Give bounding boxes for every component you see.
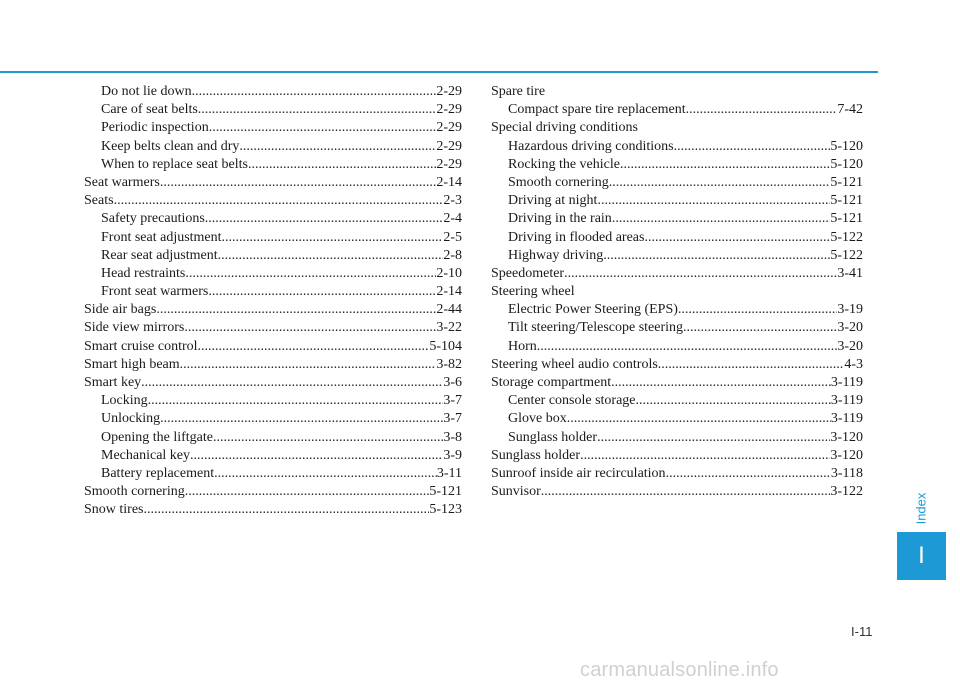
index-entry [84, 483, 462, 501]
entry-label: Highway driving [508, 247, 604, 263]
index-entry [84, 83, 462, 101]
index-entry [491, 356, 863, 374]
index-entry [491, 429, 863, 447]
entry-label: Side view mirrors [84, 320, 185, 336]
dot-leader [160, 410, 443, 428]
entry-label: Battery replacement [101, 465, 215, 481]
index-entry [84, 465, 462, 483]
dot-leader [636, 392, 831, 410]
dot-leader [156, 301, 436, 319]
dot-leader [603, 247, 830, 265]
dot-leader [198, 338, 430, 356]
entry-page: 5-123 [429, 502, 462, 518]
index-entry [491, 156, 863, 174]
index-entry [491, 247, 863, 265]
watermark: carmanualsonline.info [580, 659, 779, 681]
entry-label: Care of seat belts [101, 102, 198, 118]
entry-label: Storage compartment [491, 375, 612, 390]
dot-leader [192, 83, 437, 101]
entry-page: 3-11 [436, 465, 462, 481]
entry-label: Driving in the rain [508, 211, 612, 227]
index-column-left [84, 83, 462, 520]
index-entry [84, 174, 462, 192]
index-entry [84, 210, 462, 228]
dot-leader [239, 138, 436, 156]
index-entry [84, 247, 462, 265]
entry-page: 3-119 [830, 411, 863, 427]
entry-label: Sunroof inside air recirculation [491, 465, 666, 481]
dot-leader [214, 465, 437, 483]
index-entry [491, 447, 863, 465]
entry-label: Rear seat adjustment [101, 247, 218, 263]
entry-page: 5-120 [830, 138, 863, 154]
dot-leader [141, 374, 443, 392]
index-entry [491, 210, 863, 228]
index-section-label: Index [913, 492, 929, 524]
index-entry [84, 338, 462, 356]
index-entry [84, 265, 462, 283]
entry-page: 3-8 [443, 429, 462, 445]
entry-page: 2-29 [436, 84, 462, 99]
index-entry [491, 319, 863, 337]
dot-leader [620, 156, 830, 174]
entry-page: 3-120 [830, 447, 863, 463]
entry-page: 3-119 [830, 393, 863, 409]
index-entry [84, 101, 462, 119]
index-entry [84, 119, 462, 137]
entry-page: 3-120 [830, 429, 863, 445]
entry-page: 2-3 [443, 193, 462, 209]
index-entry [491, 101, 863, 119]
entry-label: Seats [84, 193, 114, 209]
index-column-right [491, 83, 863, 501]
entry-page: 3-7 [443, 393, 462, 409]
index-letter-tab: I [897, 532, 946, 580]
entry-page: 3-20 [837, 320, 863, 336]
dot-leader [678, 301, 837, 319]
dot-leader [658, 356, 845, 374]
entry-page: 3-9 [443, 447, 462, 463]
dot-leader [666, 465, 831, 483]
index-entry [84, 283, 462, 301]
entry-page: 2-29 [436, 138, 462, 154]
dot-leader [537, 338, 838, 356]
index-entry [84, 356, 462, 374]
entry-label: Head restraints [101, 265, 186, 281]
index-entry [84, 392, 462, 410]
index-entry [84, 156, 462, 174]
dot-leader [612, 210, 831, 228]
dot-leader [160, 174, 437, 192]
entry-label: Opening the liftgate [101, 429, 213, 445]
entry-label: Front seat adjustment [101, 229, 222, 245]
entry-page: 7-42 [837, 102, 863, 118]
dot-leader [222, 229, 444, 247]
entry-page: 2-10 [436, 265, 462, 281]
entry-page: 2-14 [436, 174, 462, 190]
entry-label: Steering wheel [491, 284, 575, 300]
entry-label: Steering wheel audio controls [491, 356, 658, 372]
dot-leader [609, 174, 831, 192]
entry-page: 3-7 [443, 411, 462, 427]
dot-leader [205, 210, 444, 228]
index-entry [491, 410, 863, 428]
dot-leader [597, 192, 830, 210]
entry-label: Driving at night [508, 193, 598, 209]
index-entry [491, 465, 863, 483]
entry-label: Spare tire [491, 84, 546, 99]
index-entry [84, 501, 462, 519]
entry-page: 3-22 [436, 320, 462, 336]
entry-label: Speedometer [491, 265, 565, 281]
index-entry [491, 174, 863, 192]
entry-page: 2-5 [443, 229, 462, 245]
dot-leader [580, 447, 830, 465]
dot-leader [248, 156, 436, 174]
dot-leader [644, 229, 830, 247]
index-entry [84, 374, 462, 392]
entry-label: Sunvisor [491, 484, 541, 500]
page-number: I-11 [851, 624, 873, 639]
entry-label: Safety precautions [101, 211, 205, 227]
entry-label: Snow tires [84, 502, 144, 518]
index-heading [491, 83, 863, 101]
entry-page: 5-122 [830, 247, 863, 263]
index-entry [491, 229, 863, 247]
entry-label: Smart key [84, 375, 142, 390]
entry-label: Hazardous driving conditions [508, 138, 674, 154]
dot-leader [190, 447, 443, 465]
index-entry [491, 374, 863, 392]
index-heading [491, 283, 863, 301]
dot-leader [611, 374, 831, 392]
entry-page: 2-44 [436, 302, 462, 318]
entry-label: Seat warmers [84, 174, 160, 190]
entry-label: When to replace seat belts [101, 156, 248, 172]
entry-page: 5-121 [830, 211, 863, 227]
entry-label: Locking [101, 393, 148, 409]
entry-label: Keep belts clean and dry [101, 138, 240, 154]
index-entry [491, 338, 863, 356]
entry-page: 5-121 [830, 174, 863, 190]
entry-label: Rocking the vehicle [508, 156, 620, 172]
index-entry [491, 483, 863, 501]
entry-label: Center console storage [508, 393, 636, 409]
header-rule [0, 71, 878, 73]
index-entry [84, 301, 462, 319]
index-entry [491, 192, 863, 210]
entry-page: 2-8 [443, 247, 462, 263]
entry-label: Sunglass holder [491, 447, 581, 463]
dot-leader [213, 429, 443, 447]
entry-page: 3-20 [837, 338, 863, 354]
dot-leader [686, 101, 838, 119]
entry-label: Mechanical key [101, 447, 191, 463]
dot-leader [674, 138, 831, 156]
index-entry [84, 192, 462, 210]
entry-page: 2-4 [443, 211, 462, 227]
dot-leader [184, 319, 436, 337]
entry-page: 3-122 [830, 484, 863, 500]
entry-label: Periodic inspection [101, 120, 209, 136]
index-entry [84, 138, 462, 156]
entry-page: 3-118 [830, 465, 863, 481]
dot-leader [114, 192, 444, 210]
dot-leader [567, 410, 831, 428]
dot-leader [564, 265, 837, 283]
entry-label: Smart high beam [84, 356, 180, 372]
entry-page: 3-19 [837, 302, 863, 318]
index-entry [84, 429, 462, 447]
dot-leader [148, 392, 444, 410]
entry-page: 2-29 [436, 156, 462, 172]
dot-leader [185, 265, 436, 283]
entry-label: Driving in flooded areas [508, 229, 645, 245]
entry-label: Smooth cornering [508, 174, 609, 190]
index-heading [491, 119, 863, 137]
index-entry [84, 447, 462, 465]
index-entry [84, 410, 462, 428]
entry-label: Electric Power Steering (EPS) [508, 302, 678, 318]
index-entry [84, 319, 462, 337]
entry-page: 2-29 [436, 102, 462, 118]
dot-leader [597, 429, 830, 447]
dot-leader [683, 319, 837, 337]
entry-page: 3-41 [837, 265, 863, 281]
dot-leader [144, 501, 430, 519]
dot-leader [541, 483, 831, 501]
entry-label: Horn [508, 338, 537, 354]
entry-label: Smart cruise control [84, 338, 198, 354]
entry-page: 2-29 [436, 120, 462, 136]
index-entry [491, 138, 863, 156]
entry-label: Front seat warmers [101, 284, 209, 300]
index-entry [491, 392, 863, 410]
index-entry [491, 265, 863, 283]
dot-leader [218, 247, 444, 265]
entry-page: 4-3 [844, 356, 863, 372]
entry-page: 3-119 [830, 375, 863, 390]
entry-label: Smooth cornering [84, 484, 185, 500]
entry-label: Special driving conditions [491, 120, 638, 136]
entry-page: 5-121 [830, 193, 863, 209]
dot-leader [185, 483, 430, 501]
entry-page: 5-122 [830, 229, 863, 245]
entry-label: Compact spare tire replacement [508, 102, 686, 118]
dot-leader [209, 119, 437, 137]
entry-label: Glove box [508, 411, 567, 427]
entry-page: 2-14 [436, 284, 462, 300]
dot-leader [198, 101, 437, 119]
entry-page: 5-121 [429, 484, 462, 500]
index-entry [491, 301, 863, 319]
index-entry [84, 229, 462, 247]
entry-label: Side air bags [84, 302, 157, 318]
entry-page: 3-6 [443, 375, 462, 390]
entry-label: Do not lie down [101, 84, 192, 99]
entry-page: 5-120 [830, 156, 863, 172]
entry-page: 3-82 [436, 356, 462, 372]
entry-label: Tilt steering/Telescope steering [508, 320, 684, 336]
dot-leader [180, 356, 437, 374]
dot-leader [208, 283, 436, 301]
entry-page: 5-104 [429, 338, 462, 354]
entry-label: Unlocking [101, 411, 161, 427]
entry-label: Sunglass holder [508, 429, 598, 445]
